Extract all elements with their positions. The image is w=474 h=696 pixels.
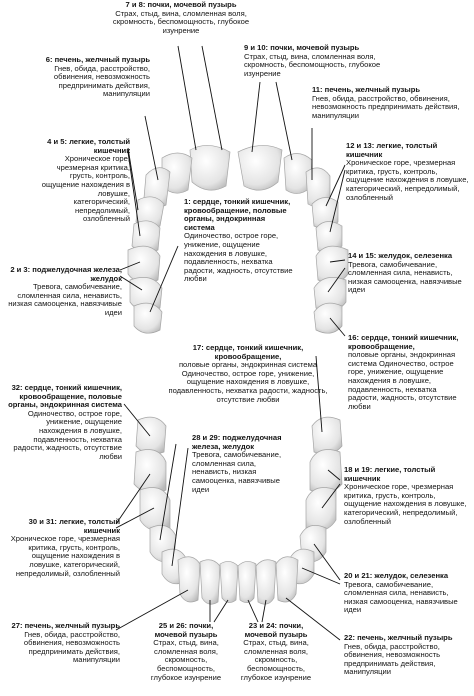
label-desc: Хроническое горе, чрезмерная критика, грусть, контроль, ощущение нахождения в ловушке, категорический, непредолимый, озлобленный [10,534,120,578]
label-desc: Страх, стыд, вина, сломленная воля, скромность, беспомощность, глубокое изунрение [244,51,381,78]
tooth-17 [312,417,342,454]
label-title: 11: печень, желчный пузырь [312,85,421,94]
label-teeth-25-26 [144,622,228,682]
label-desc: Страх, стыд, вина, сломленная воля, скромность, беспомощность, глубокое изунрение [150,638,222,682]
label-teeth-28-29 [192,434,292,494]
label-title: 2 и 3: поджелудочная железа, желудок [10,265,122,283]
tooth-8 [190,145,230,190]
label-title: 9 и 10: почки, мочевой пузырь [244,43,360,52]
label-desc: Тревога, самобичевание, сломленная сила, ненависть, низкая самооценка, навязчивые идеи [348,259,462,295]
label-desc: Гнев, обида, расстройство, обвинения, невозможность предпринимать действия, манипуляции [23,629,120,665]
label-title: 14 и 15: желудок, селезенка [348,251,453,260]
label-tooth-17 [162,344,334,404]
label-teeth-30-31 [4,518,120,578]
label-desc: половые органы, эндокринная система Одиночество, острое горе, унижение, ощущение нахождения в ловушке, подавленность, нехватка радости, жадность, отсутствие любви [348,350,457,411]
label-desc: Гнев, обида, расстройство, обвинения, невозможность предпринимать действия, манипуляции [344,641,441,677]
tooth-1 [134,303,162,333]
label-desc: Страх, стыд, вина, сломленная воля, скромность, беспомощность, глубокое изунрение [112,8,250,35]
label-title: 17: сердце, тонкий кишечник, кровообращение, [192,343,304,361]
label-teeth-9-10 [244,44,412,78]
tooth-26 [200,560,220,605]
label-title: 23 и 24: почки, мочевой пузырь [244,621,308,639]
label-title: 28 и 29: поджелудочная железа, желудок [192,433,282,451]
tooth-9 [238,145,282,190]
label-teeth-18-19 [344,466,472,526]
label-desc: Хроническое горе, чрезмерная критика, грусть, контроль, ощущение нахождения в ловушке, категорический, непредолимый, озлобленный [41,154,130,224]
tooth-18 [310,450,342,493]
label-desc: Тревога, самобичевание, сломленная сила, ненависть, низкая самооценка, навязчивые идеи [344,579,458,615]
label-desc: Хроническое горе, чрезмерная критика, грусть, контроль, ощущение нахождения в ловушке, категорический, непредолимый, озлобленный [344,482,467,526]
label-title: 22: печень, желчный пузырь [344,633,453,642]
tooth-27 [178,557,200,602]
label-tooth-11 [312,86,472,120]
label-title: 18 и 19: легкие, толстый кишечник [344,465,436,483]
label-teeth-4-5 [40,138,130,224]
label-tooth-6 [28,56,150,99]
label-title: 7 и 8: почки, мочевой пузырь [125,0,237,9]
label-desc: Одиночество, острое горе, унижение, ощущение нахождения в ловушке, подавленность, нехватка радости, жадность, отсутствие любви [13,408,122,461]
tooth-16 [314,303,342,333]
label-desc: Хроническое горе, чрезмерная критика, грусть, контроль, ощущение нахождения в ловушке, категорический, непредолимый, озлобленный [346,158,469,202]
tooth-23 [256,560,276,605]
label-desc: Одиночество, острое горе, унижение, ощущение нахождения в ловушке, подавленность, нехватка радости, жадность, отсутствие любви [184,231,293,284]
label-title: 30 и 31: легкие, толстый кишечник [28,517,120,535]
label-tooth-22 [344,634,472,677]
label-title: 25 и 26: почки, мочевой пузырь [154,621,218,639]
tooth-24 [238,561,256,602]
label-title: 12 и 13: легкие, толстый кишечник [346,141,438,159]
label-title: 20 и 21: желудок, селезенка [344,571,449,580]
label-desc: Тревога, самобичевание, сломленная сила, ненависть, низкая самооценка, навязчивые идеи [192,450,282,494]
label-desc: Гнев, обида, расстройство, обвинения, невозможность предпринимать действия, манипуляции [53,63,150,99]
label-desc: половые органы, эндокринная система Одиночество, острое горе, унижение, ощущение нахождения в ловушке, подавленность, нехватка радости, жадность, отсутствие любви [168,360,328,404]
label-teeth-12-13 [346,142,470,202]
label-desc: Страх, стыд, вина, сломленная воля, скромность, беспомощность, глубокое изунрение [240,638,312,682]
label-tooth-27 [4,622,120,665]
label-title: 27: печень, желчный пузырь [11,621,120,630]
tooth-19 [306,488,336,531]
label-teeth-23-24 [234,622,318,682]
tooth-22 [276,557,298,602]
tooth-31 [134,450,166,493]
label-title: 6: печень, желчный пузырь [45,55,150,64]
label-title: 32: сердце, тонкий кишечник, кровообращение, половые органы, эндокринная система [8,383,122,410]
tooth-32 [136,417,166,454]
label-tooth-32 [4,384,122,461]
label-tooth-16 [348,334,468,411]
label-title: 16: сердце, тонкий кишечник, кровообращение, [348,333,459,351]
label-desc: Гнев, обида, расстройство, обвинения, невозможность предпринимать действия, манипуляции [312,93,460,120]
label-title: 4 и 5: легкие, толстый кишечник [47,137,130,155]
label-teeth-2-3 [8,266,122,318]
label-title: 1: сердце, тонкий кишечник, кровообращение, половые органы, эндокринная система [184,197,291,232]
label-desc: Тревога, самобичевание, сломленная сила, ненависть, низкая самооценка, навязчивые идеи [8,282,122,317]
label-tooth-1 [184,198,296,284]
label-teeth-20-21 [344,572,472,615]
tooth-25 [220,561,238,602]
label-teeth-7-8 [112,1,250,35]
label-teeth-14-15 [348,252,470,295]
